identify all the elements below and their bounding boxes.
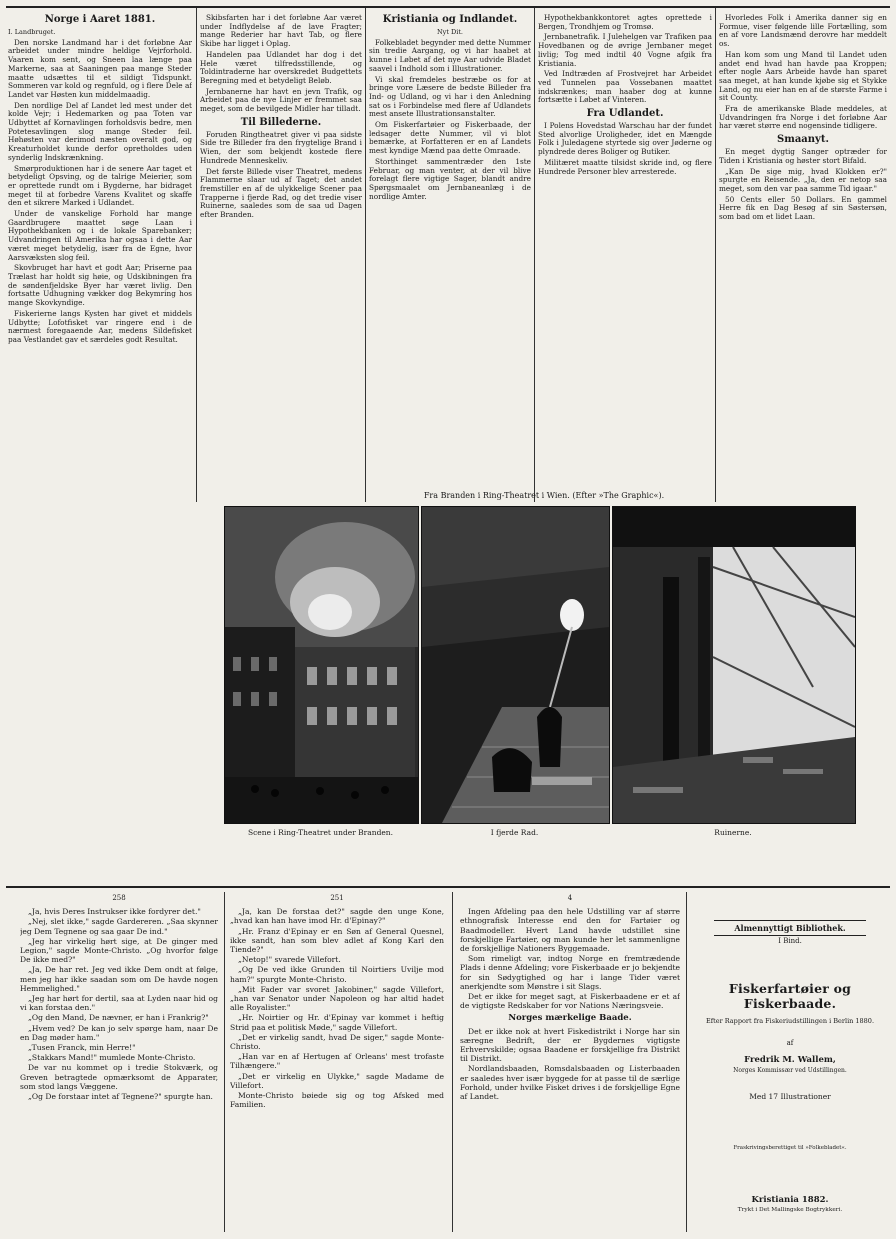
page-divider [686,892,687,1232]
column-rule [534,8,535,502]
paragraph: Folkebladet begynder med dette Nummer sin tredie Aargang, og vi har haabet at kunne i Løbet af det nye Aar udvide Bladet saavel i Indhold som i Illustrationer. [369,37,531,73]
column-4 [538,14,712,490]
paragraph: Jernbanerne har havt en jevn Trafik, og Arbeidet paa de nye Linjer er fremmet saa meget, som de bevilgede Midler har tilladt. [200,86,362,114]
illustration-theatre-fire [224,506,419,824]
volume-label: I Bind. [778,937,802,945]
paragraph: Fra de amerikanske Blade meddeles, at Udvandringen fra Norge i det forløbne Aar har været større end nogensinde tidligere. [719,104,887,131]
paragraph: Om Fiskerfartøier og Fiskerbaade, der ledsager dette Nummer, vil vi blot bemærke, at Forfatteren er en af Landets mest kyndige Mænd paa dette Omraade. [369,120,531,156]
paragraph: Under de vanskelige Forhold har mange Gaardbrugere maattet søge Laan i Hypothekbanken og i de lokale Sparebanker; Udvandringen til Amerika har ogsaa i dette Aar været meget betydelig, især fra de Egne, hvor Aarsvæksten slog feil. [8,209,192,262]
paragraph: Foruden Ringtheatret giver vi paa sidste Side tre Billeder fra den frygtelige Brand i Wien, der som bekjendt kostede flere Hundrede Menneskeliv. [200,129,362,165]
section-rule [6,886,890,888]
paragraph: Jernbanetrafik. I Julehelgen var Trafiken paa Hovedbanen og de øvrige Jernbaner meget livlig; Tog med indtil 40 Vogne afgik fra Kristiania. [538,32,712,68]
paragraph: Ved Indtræden af Frostvejret har Arbeidet ved Tunnelen paa Vossebanen maattet indskrænkes; man haaber dog at kunne fortsætte i Løbet af Vinteren. [538,69,712,105]
paragraph: „Det er virkelig sandt, hvad De siger," sagde Monte-Christo. [230,1032,444,1052]
paragraph: „Ja, De har ret. Jeg ved ikke Dem ondt at følge, men jeg har ikke saadan som om De havde nogen Hemmelighed." [20,965,218,993]
book-title: Fiskerfartøier og Fiskerbaade. [728,981,852,1011]
paragraph: Skibsfarten har i det forløbne Aar været under Indflydelse af de lave Fragter; mange Rederier har havt Tab, og flere Skibe har ligget i Oplag. [200,14,362,49]
paragraph: „Kan De sige mig, hvad Klokken er?" spurgte en Reisende. „Ja, den er netop saa meget, som den var paa samme Tid igaar." [719,166,887,193]
illustration-heading: Fra Branden i Ring-Theatret i Wien. (Efter »The Graphic«). [423,491,665,500]
paragraph: De var nu kommet op i tredie Stokværk, og Greven betragtede opmærksomt de Apparater, som stod langs Væggene. [20,1063,218,1091]
paragraph: Som rimeligt var, indtog Norge en fremtrædende Plads i denne Afdeling; vore Fiskerbaade er jo bekjendte for sin Sødygtighed og har i lange Tider været anerkjendte som Mønstre i sit Slags. [460,954,680,991]
paragraph: „Og De ved ikke Grunden til Noirtiers Uvilje mod ham?" spurgte Monte-Christo. [230,965,444,984]
paragraph: Smørproduktionen har i de senere Aar taget et betydeligt Opsving, og de talrige Meierier, som er oprettede rundt om i Bygderne, har bidraget meget til at forbedre Varens Kvalitet og skaffe den et sikrere Marked i Udlandet. [8,163,192,208]
paragraph: „Ja, kan De forstaa det?" sagde den unge Kone, „hvad kan han have imod Hr. d'Epinay?" [230,907,444,926]
supplement-page-251 [230,894,444,1229]
paragraph: Nordlandsbaaden, Romsdalsbaaden og Listerbaaden er saaledes hver især byggede for at passe til de særlige Forhold, under hvilke Fisket drives i de forskjellige Egne af Landet. [460,1064,680,1102]
column-rule [365,8,366,502]
paragraph: „Mit Fader var svoret Jakobiner," sagde Villefort, „han var Senator under Napoleon og har altid hadet alle Royalister." [230,984,444,1013]
paragraph: „Hr. Noirtier og Hr. d'Epinay var kommet i heftig Strid paa et politisk Møde," sagde Villefort. [230,1013,444,1032]
paragraph: Storthinget sammentræder den 1ste Februar, og man venter, at der vil blive forelagt flere vigtige Sager, blandt andre Spørgsmaalet om Jernbaneanlæg i de nordlige Amter. [369,156,531,201]
paragraph: „Tusen Franck, min Herre!" [28,1043,136,1053]
paragraph: Den norske Landmand har i det forløbne Aar arbeidet under mindre heldige Vejrforhold. Vaaren kom sent, og Sneen laa længe paa Markerne, saa at Saaningen paa mange Steder maatte udsættes til et sildigt Tidspunkt. Sommeren var kold og regnfuld, og i flere Dele af Landet var Høsten kun middelmaadig. [8,37,192,99]
section-title: Norges mærkelige Baade. [508,1013,632,1024]
column-5 [719,14,887,490]
paragraph: I Polens Hovedstad Warschau har der fundet Sted alvorlige Uroligheder, idet en Mængde Folk i Juledagene styrtede sig over Jøderne og plyndrede deres Boliger og Butiker. [538,121,712,157]
paragraph: 50 Cents eller 50 Dollars. En gammel Herre fik en Dag Besøg af sin Søstersøn, som bad om et lidet Laan. [719,194,887,222]
fire-engraving [225,507,418,823]
article-title: Norge i Aaret 1881. [44,14,156,25]
paragraph: „Han var en af Hertugen af Orleans' mest trofaste Tilhængere." [230,1052,444,1071]
illustration-caption: Ruinerne. [714,828,752,837]
book-subtitle: Efter Rapport fra Fiskeriudstillingen i Berlin 1880. [705,1017,875,1025]
supplement-page-4 [460,894,680,1229]
paragraph: Hypothekbankkontoret agtes oprettede i Bergen, Trondhjem og Tromsø. [538,14,712,31]
article-title: Kristiania og Indlandet. [382,14,518,25]
paragraph: „Og den Mand, De nævner, er han i Frankrig?" [28,1013,209,1023]
paragraph: En meget dygtig Sanger optræder for Tiden i Kristiania og høster stort Bifald. [719,147,887,165]
paragraph: Det er ikke for meget sagt, at Fiskerbaadene er et af de vigtigste Redskaber for vor Nations Næringsveie. [460,992,680,1011]
page-divider [452,892,453,1232]
paragraph: Det første Billede viser Theatret, medens Flammerne slaar ud af Taget; det andet fremstiller en af de ulykkelige Scener paa Trapperne i fjerde Rad, og det tredie viser Ruinerne, saaledes som de saa ud Dagen efter Branden. [200,166,362,220]
paragraph: Handelen paa Udlandet har dog i det Hele været tilfredsstillende, og Toldintraderne har overskredet Budgettets Beregning med et betydeligt Beløb. [200,49,362,85]
section-title: Smaanyt. [777,134,829,146]
paragraph: „Hr. Franz d'Epinay er en Søn af General Quesnel, ikke sandt, han som blev adlet af Kong Karl den Tiende?" [230,926,444,955]
paragraph: „Jeg har hørt for dertil, saa at Lyden naar hid og vi kan forstaa den." [20,994,218,1013]
paragraph: „Nej, slet ikke," sagde Gardereren. „Saa skynner jeg Dem Tegnene og saa gaar De ind." [20,917,218,936]
paragraph: „Jeg har virkelig hørt sige, at De ginger med Legion," sagde Monte-Christo. „Og hvorfor følge De ikke med?" [20,936,218,965]
illustration-caption: Scene i Ring-Theatret under Branden. [247,828,394,837]
paragraph: „Netop!" svarede Villefort. [238,955,341,965]
by-label: af [786,1039,794,1047]
article-subtitle: Nyt Dit. [436,28,463,36]
series-title: Almennyttigt Bibliothek. [714,920,866,936]
paragraph: Vi skal fremdeles bestræbe os for at bringe vore Læsere de bedste Billeder fra Ind- og Udland, og vi har i den Anledning sat os i Forbindelse med flere af Udlandets mest ansete Illustrationsanstalter. [369,74,531,119]
printer-line: Trykt i Det Mallingske Bogtrykkeri. [737,1207,843,1213]
section-title: Fra Udlandet. [586,108,664,120]
paragraph: Monte-Christo bøiede sig og tog Afsked med Familien. [230,1091,444,1110]
illustration-fourth-row [421,506,610,824]
column-rule [196,8,197,502]
top-rule [6,6,890,8]
book-title-page [700,920,880,1220]
paragraph: „Stakkars Mand!" mumlede Monte-Christo. [28,1053,196,1063]
page-number: 251 [330,894,344,902]
stair-engraving [422,507,609,823]
column-rule [715,8,716,502]
paragraph: Han kom som ung Mand til Landet uden andet end hvad han havde paa Kroppen; efter nogle Aars Arbeide havde han sparet saa meget, at han kunde kjøbe sig et Stykke Land, og nu eier han en af de største Farme i sit County. [719,49,887,103]
illustrations-count: Med 17 Illustrationer [749,1092,831,1101]
paragraph: Den nordlige Del af Landet led mest under det kolde Vejr; i Hedemarken og paa Toten var Udbyttet af Kornavlingen forholdsvis bedre, men Potetesavlingen slog mange Steder feil. Høhøsten var derimod næsten overalt god, og Kreaturholdet kunde derfor opretholdes uden synderlig Indskrænkning. [8,100,192,162]
page-number: 4 [567,894,573,902]
place-year: Kristiania 1882. [751,1195,829,1205]
paragraph: „Ja, hvis Deres Instrukser ikke fordyrer det." [28,907,201,917]
printing-note: Fraskrivingsberettiget til »Folkebladet«. [733,1145,847,1151]
author-name: Fredrik M. Wallem, [744,1055,836,1065]
paragraph: Det er ikke nok at hvert Fiskedistrikt i Norge har sin særegne Bedrift, der er Bygdernes vigtigste Erhvervskilde; ogsaa Baadene er forskjellige fra Distrikt til Distrikt. [460,1026,680,1064]
paragraph: „Hvem ved? De kan jo selv spørge ham, naar De en Dag møder ham." [20,1023,218,1042]
author-role: Norges Kommissær ved Udstillingen. [733,1067,847,1074]
page-number: 258 [112,894,126,902]
paragraph: Hvorledes Folk i Amerika danner sig en Formue, viser følgende lille Fortælling, som en af vore Landsmænd derovre har meddelt os. [719,14,887,49]
paragraph: Skovbruget har havt et godt Aar; Priserne paa Trælast har holdt sig høie, og Udskibningen fra de søndenfjeldske Byer har været livlig. Den fortsatte Udhugning vækker dog Bekymring hos mange Skovkyndige. [8,263,192,308]
supplement-page-258 [20,894,218,1229]
column-3 [369,14,531,490]
paragraph: „Det er virkelig en Ulykke," sagde Madame de Villefort. [230,1071,444,1090]
illustration-ruins [612,506,856,824]
section-title: Til Billederne. [240,116,322,128]
page-divider [224,892,225,1232]
illustration-caption: I fjerde Rad. [490,828,539,837]
column-2 [200,14,362,490]
column-1 [8,14,192,864]
paragraph: Militæret maatte tilsidst skride ind, og flere Hundrede Personer blev arresterede. [538,157,712,176]
paragraph: Fiskerierne langs Kysten har givet et middels Udbytte; Lofotfisket var ringere end i de nærmest foregaaende Aar, medens Sildefisket paa Vestlandet gav et særdeles godt Resultat. [8,308,192,344]
ruins-engraving [613,507,855,823]
paragraph: „Og De forstaar intet af Tegnene?" spurgte han. [28,1092,213,1102]
article-subtitle: I. Landbruget. [8,28,56,36]
paragraph: Ingen Afdeling paa den hele Udstilling var af større ethnografisk Interesse end den for Fartøier og Baadmodeller. Hvert Land havde udstillet sine forskjellige Fartøier, og man kunde her let sammenligne de forskjellige Nationers Byggemaade. [460,907,680,954]
